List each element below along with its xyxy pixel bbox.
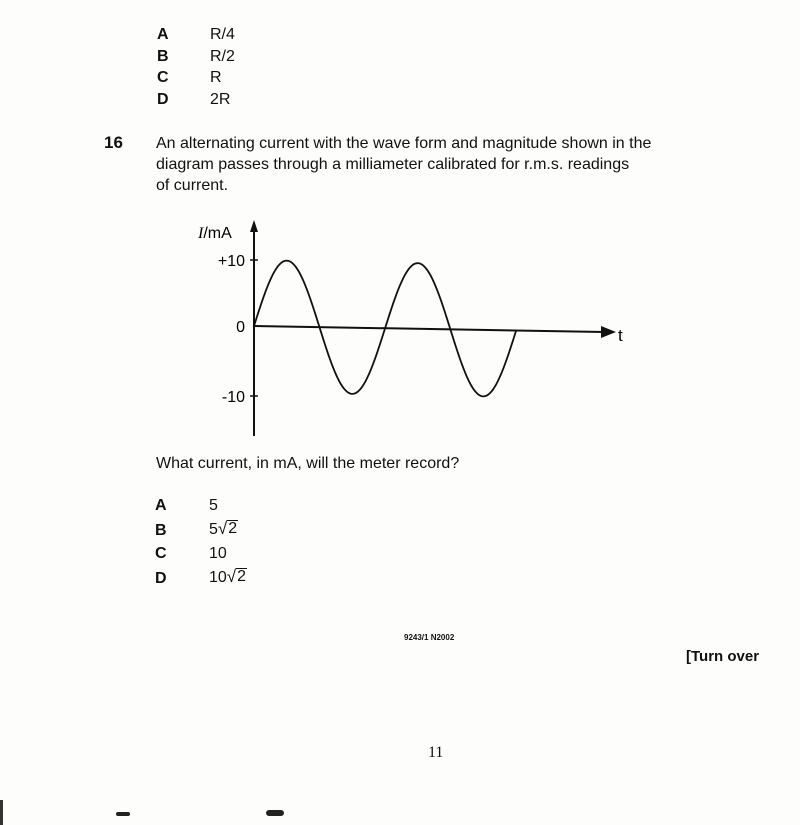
y-axis-label-unit: /mA	[203, 225, 232, 242]
x-axis	[254, 326, 604, 332]
option-letter: A	[155, 497, 167, 514]
paper-code: 9243/1 N2002	[404, 633, 455, 642]
option-letter: D	[157, 91, 169, 108]
x-axis-arrowhead	[601, 326, 616, 338]
option-value-radicand: 2	[228, 520, 238, 537]
page-number: 11	[428, 744, 444, 761]
y-axis-label-var: I	[198, 225, 204, 242]
scan-mark	[266, 810, 284, 816]
square-root-sign: √ 2	[217, 519, 238, 538]
y-axis-label	[197, 225, 232, 242]
option-value-prefix: 5	[209, 497, 218, 514]
question-stem-line: An alternating current with the wave form and magnitude shown in the	[156, 135, 652, 152]
scan-mark	[116, 812, 130, 816]
option-value	[209, 520, 238, 539]
question-stem-line: diagram passes through a milliameter calibrated for r.m.s. readings	[156, 156, 630, 173]
x-axis-label: t	[618, 326, 623, 345]
option-letter: A	[157, 26, 169, 43]
tick-label-plus: +10	[217, 253, 245, 270]
option-letter: C	[157, 69, 169, 86]
option-value	[209, 568, 247, 587]
question-number: 16	[104, 133, 123, 152]
sine-wave-curve	[254, 261, 516, 397]
option-text: 2R	[210, 91, 231, 108]
option-letter: C	[155, 545, 167, 562]
option-value	[209, 497, 218, 515]
turn-over-note: [Turn over	[686, 648, 760, 665]
option-text: R	[210, 69, 222, 86]
y-axis-arrowhead	[250, 220, 258, 232]
option-letter: B	[157, 48, 169, 65]
option-value-prefix: 10	[209, 569, 227, 586]
question-prompt: What current, in mA, will the meter record?	[156, 455, 460, 472]
waveform-diagram	[190, 210, 640, 445]
option-value-prefix: 5	[209, 521, 218, 538]
tick-label-minus: -10	[221, 389, 245, 406]
option-text: R/2	[210, 48, 235, 65]
question-stem-line: of current.	[156, 177, 229, 194]
option-value	[209, 545, 227, 563]
tick-label-zero: 0	[236, 319, 245, 336]
option-value-prefix: 10	[209, 545, 227, 562]
question-stem	[156, 133, 776, 196]
option-letter: D	[155, 570, 167, 587]
square-root-sign: √ 2	[226, 567, 247, 586]
option-letter: B	[155, 522, 167, 539]
option-text: R/4	[210, 26, 235, 43]
option-value-radicand: 2	[237, 568, 247, 585]
scan-edge-mark	[0, 800, 3, 825]
